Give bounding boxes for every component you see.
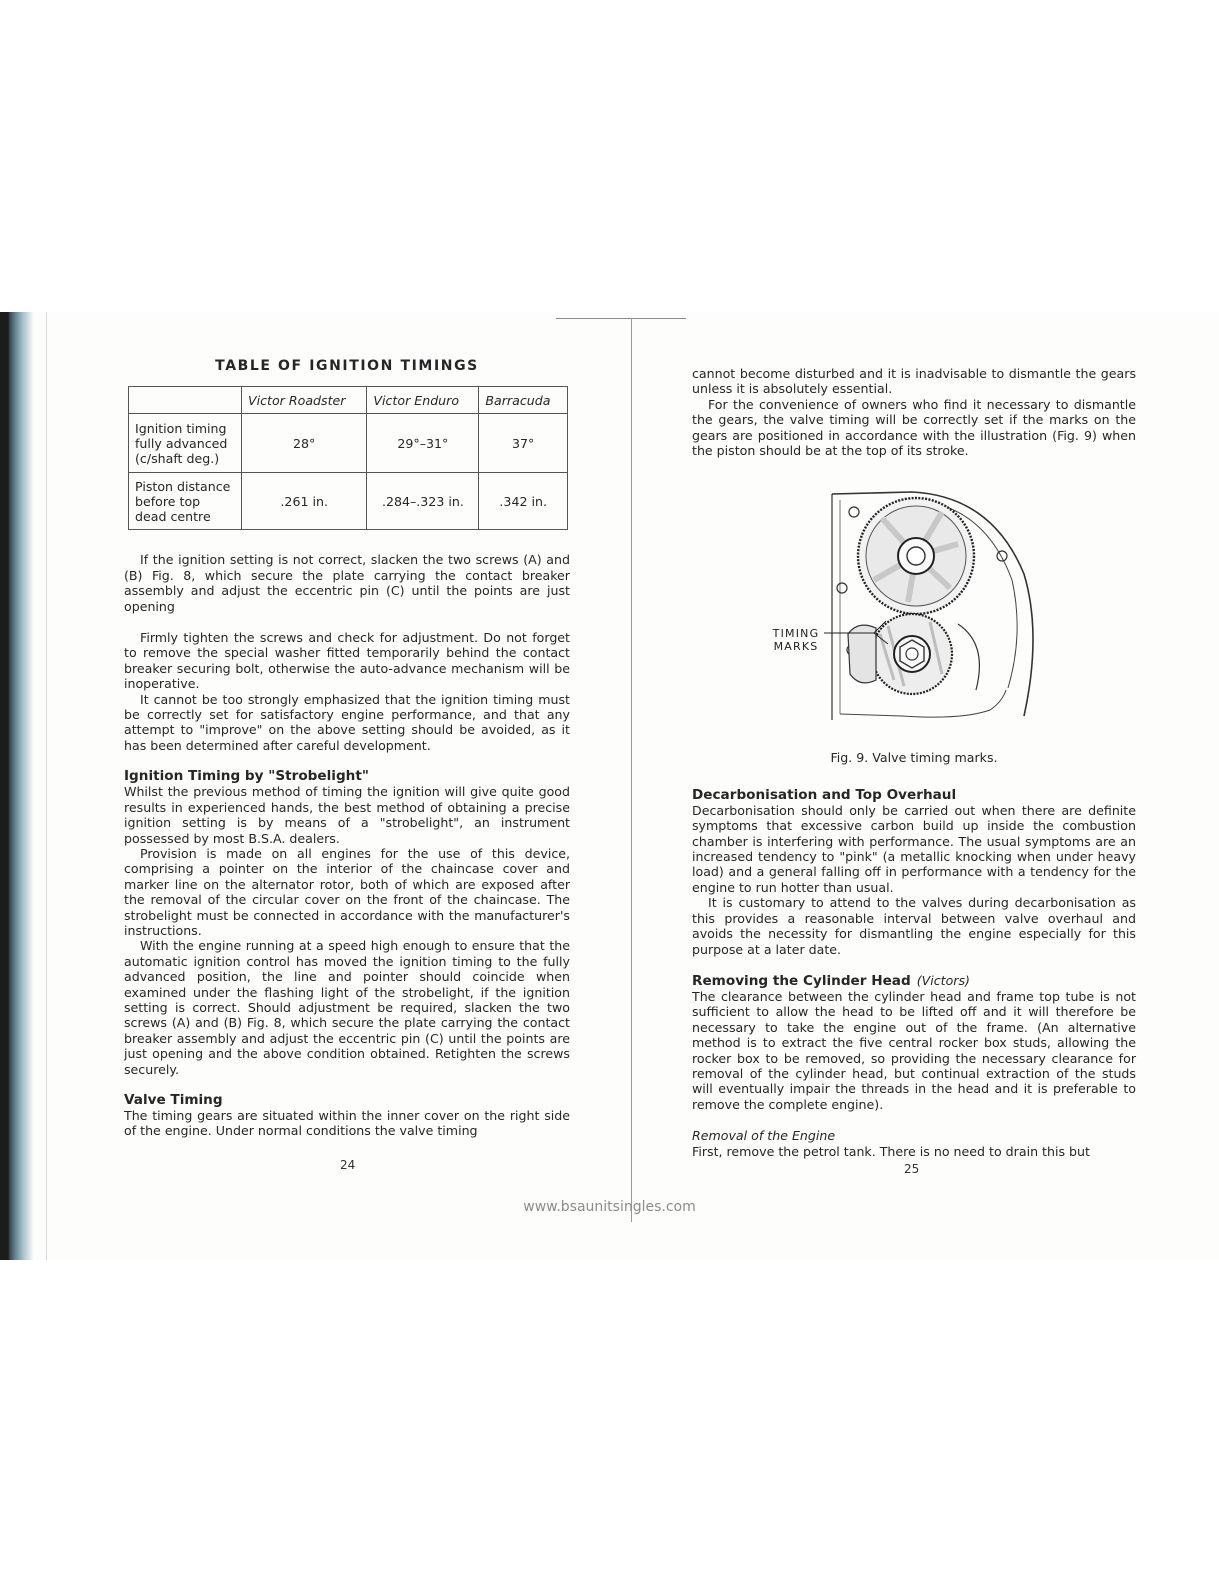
table-row: [129, 473, 568, 530]
timing-gears-illustration: [762, 484, 1062, 748]
paragraph: Whilst the previous method of timing the ignition will give quite good results in experienced hands, the best method of obtaining a precise ignition setting is by means of a "strobelight", an instrument possessed by most B.S.A. dealers.: [124, 784, 570, 846]
table-title: TABLE OF IGNITION TIMINGS: [215, 358, 479, 374]
paragraph: For the convenience of owners who find it necessary to dismantle the gears, the valve timing will be correctly set if the marks on the gears are positioned in accordance with the illustration (Fig. 9) when the piston should be at the top of its stroke.: [692, 396, 1136, 459]
paragraph: Provision is made on all engines for the use of this device, comprising a pointer on the interior of the chaincase cover and marker line on the alternator rotor, both of which are exposed after the removal of the circular cover on the front of the chaincase. The strobelight must be connected in accordance with the manufacturer's instructions.: [124, 845, 570, 938]
section-heading: Decarbonisation and Top Overhaul: [692, 786, 957, 803]
right-page: [692, 355, 1136, 1159]
page-number: 24: [340, 1158, 356, 1172]
table-header-cell: Victor Enduro: [367, 387, 479, 414]
paragraph: The clearance between the cylinder head and frame top tube is not sufficient to allow the head to be lifted off and it will therefore be necessary to take the engine out of the frame. (An alternative method is to extract the five central rocker box studs, allowing the rocker box to be removed, so providing the necessary clearance for removal of the cylinder head, but continual extraction of the studs will eventually impair the threads in the head and it is preferable to remove the complete engine).: [692, 988, 1136, 1112]
table-header-row: [129, 387, 568, 414]
paragraph: With the engine running at a speed high enough to ensure that the automatic ignition control has moved the ignition timing to the fully advanced position, the line and pointer should coincide when examined under the flashing light of the strobelight, if the ignition setting is correct. Should adjustment be required, slacken the two screws (A) and (B) Fig. 8, which secure the plate carrying the contact breaker assembly and adjust the eccentric pin (C) until the points are just opening and the above condition obtained. Retighten the screws securely.: [124, 938, 570, 1077]
table-cell: .284–.323 in.: [367, 473, 479, 530]
table-header-cell: Barracuda: [479, 387, 568, 414]
section-heading-text: Removing the Cylinder Head: [692, 972, 911, 989]
table-cell: .342 in.: [479, 473, 568, 530]
paragraph: If the ignition setting is not correct, slacken the two screws (A) and (B) Fig. 8, which secure the plate carrying the contact breaker assembly and adjust the eccentric pin (C) until the points are just opening: [124, 552, 570, 614]
paragraph: The timing gears are situated within the inner cover on the right side of the engine. Under normal conditions the valve timing: [124, 1108, 570, 1139]
book-binding-edge: [0, 312, 34, 1260]
figure-label: [766, 627, 826, 653]
section-heading: Valve Timing: [124, 1092, 223, 1108]
table-cell: .261 in.: [242, 473, 367, 530]
paragraph: Firmly tighten the screws and check for adjustment. Do not forget to remove the special washer fitted temporarily behind the contact breaker securing bolt, otherwise the auto-advance mechanism will be inoperative.: [124, 630, 570, 692]
paragraph: Decarbonisation should only be carried out when there are definite symptoms that excessive carbon build up inside the combustion chamber is interfering with performance. The usual symptoms are an increased tendency to "pink" (a metallic knocking when under heavy load) and a general falling off in performance with a tendency for the engine to run hotter than usual.: [692, 802, 1136, 895]
figure-caption: Fig. 9. Valve timing marks.: [830, 750, 998, 766]
table-row: [129, 414, 568, 473]
section-heading-suffix: (Victors): [916, 972, 970, 988]
section-heading: [692, 973, 1136, 989]
figure-label-line: MARKS: [773, 640, 819, 654]
footer-url: www.bsaunitsingles.com: [523, 1199, 696, 1215]
page-number: 25: [904, 1162, 920, 1176]
figure-label-line: TIMING: [772, 627, 820, 641]
left-page: [124, 355, 570, 1139]
table-row-label: Ignition timing fully advanced (c/shaft deg.): [129, 414, 242, 473]
subheading: Removal of the Engine: [692, 1128, 836, 1144]
page-edge-line: [46, 312, 47, 1260]
table-cell: 28°: [242, 414, 367, 473]
table-row-label: Piston distance before top dead centre: [129, 473, 242, 530]
center-gutter-line: [631, 318, 632, 1222]
section-heading: Ignition Timing by "Strobelight": [124, 768, 369, 785]
table-cell: 37°: [479, 414, 568, 473]
valve-timing-figure: [762, 484, 1062, 748]
table-header-cell: [129, 387, 242, 414]
paragraph: It is customary to attend to the valves during decarbonisation as this provides a reasonable interval between valve overhaul and avoids the necessity for dismantling the engine especially for this purpose at a later date.: [692, 895, 1136, 957]
paragraph: It cannot be too strongly emphasized that the ignition timing must be correctly set for satisfactory engine performance, and that any attempt to "improve" on the above setting should be avoided, as it has been determined after careful development.: [124, 691, 570, 753]
table-cell: 29°–31°: [367, 414, 479, 473]
paragraph: First, remove the petrol tank. There is no need to drain this but: [692, 1143, 1090, 1159]
paragraph: cannot become disturbed and it is inadvisable to dismantle the gears unless it is absolutely essential.: [692, 366, 1136, 397]
gutter-top-rule: [556, 318, 686, 319]
ignition-timings-table: [128, 386, 568, 530]
table-header-cell: Victor Roadster: [242, 387, 367, 414]
